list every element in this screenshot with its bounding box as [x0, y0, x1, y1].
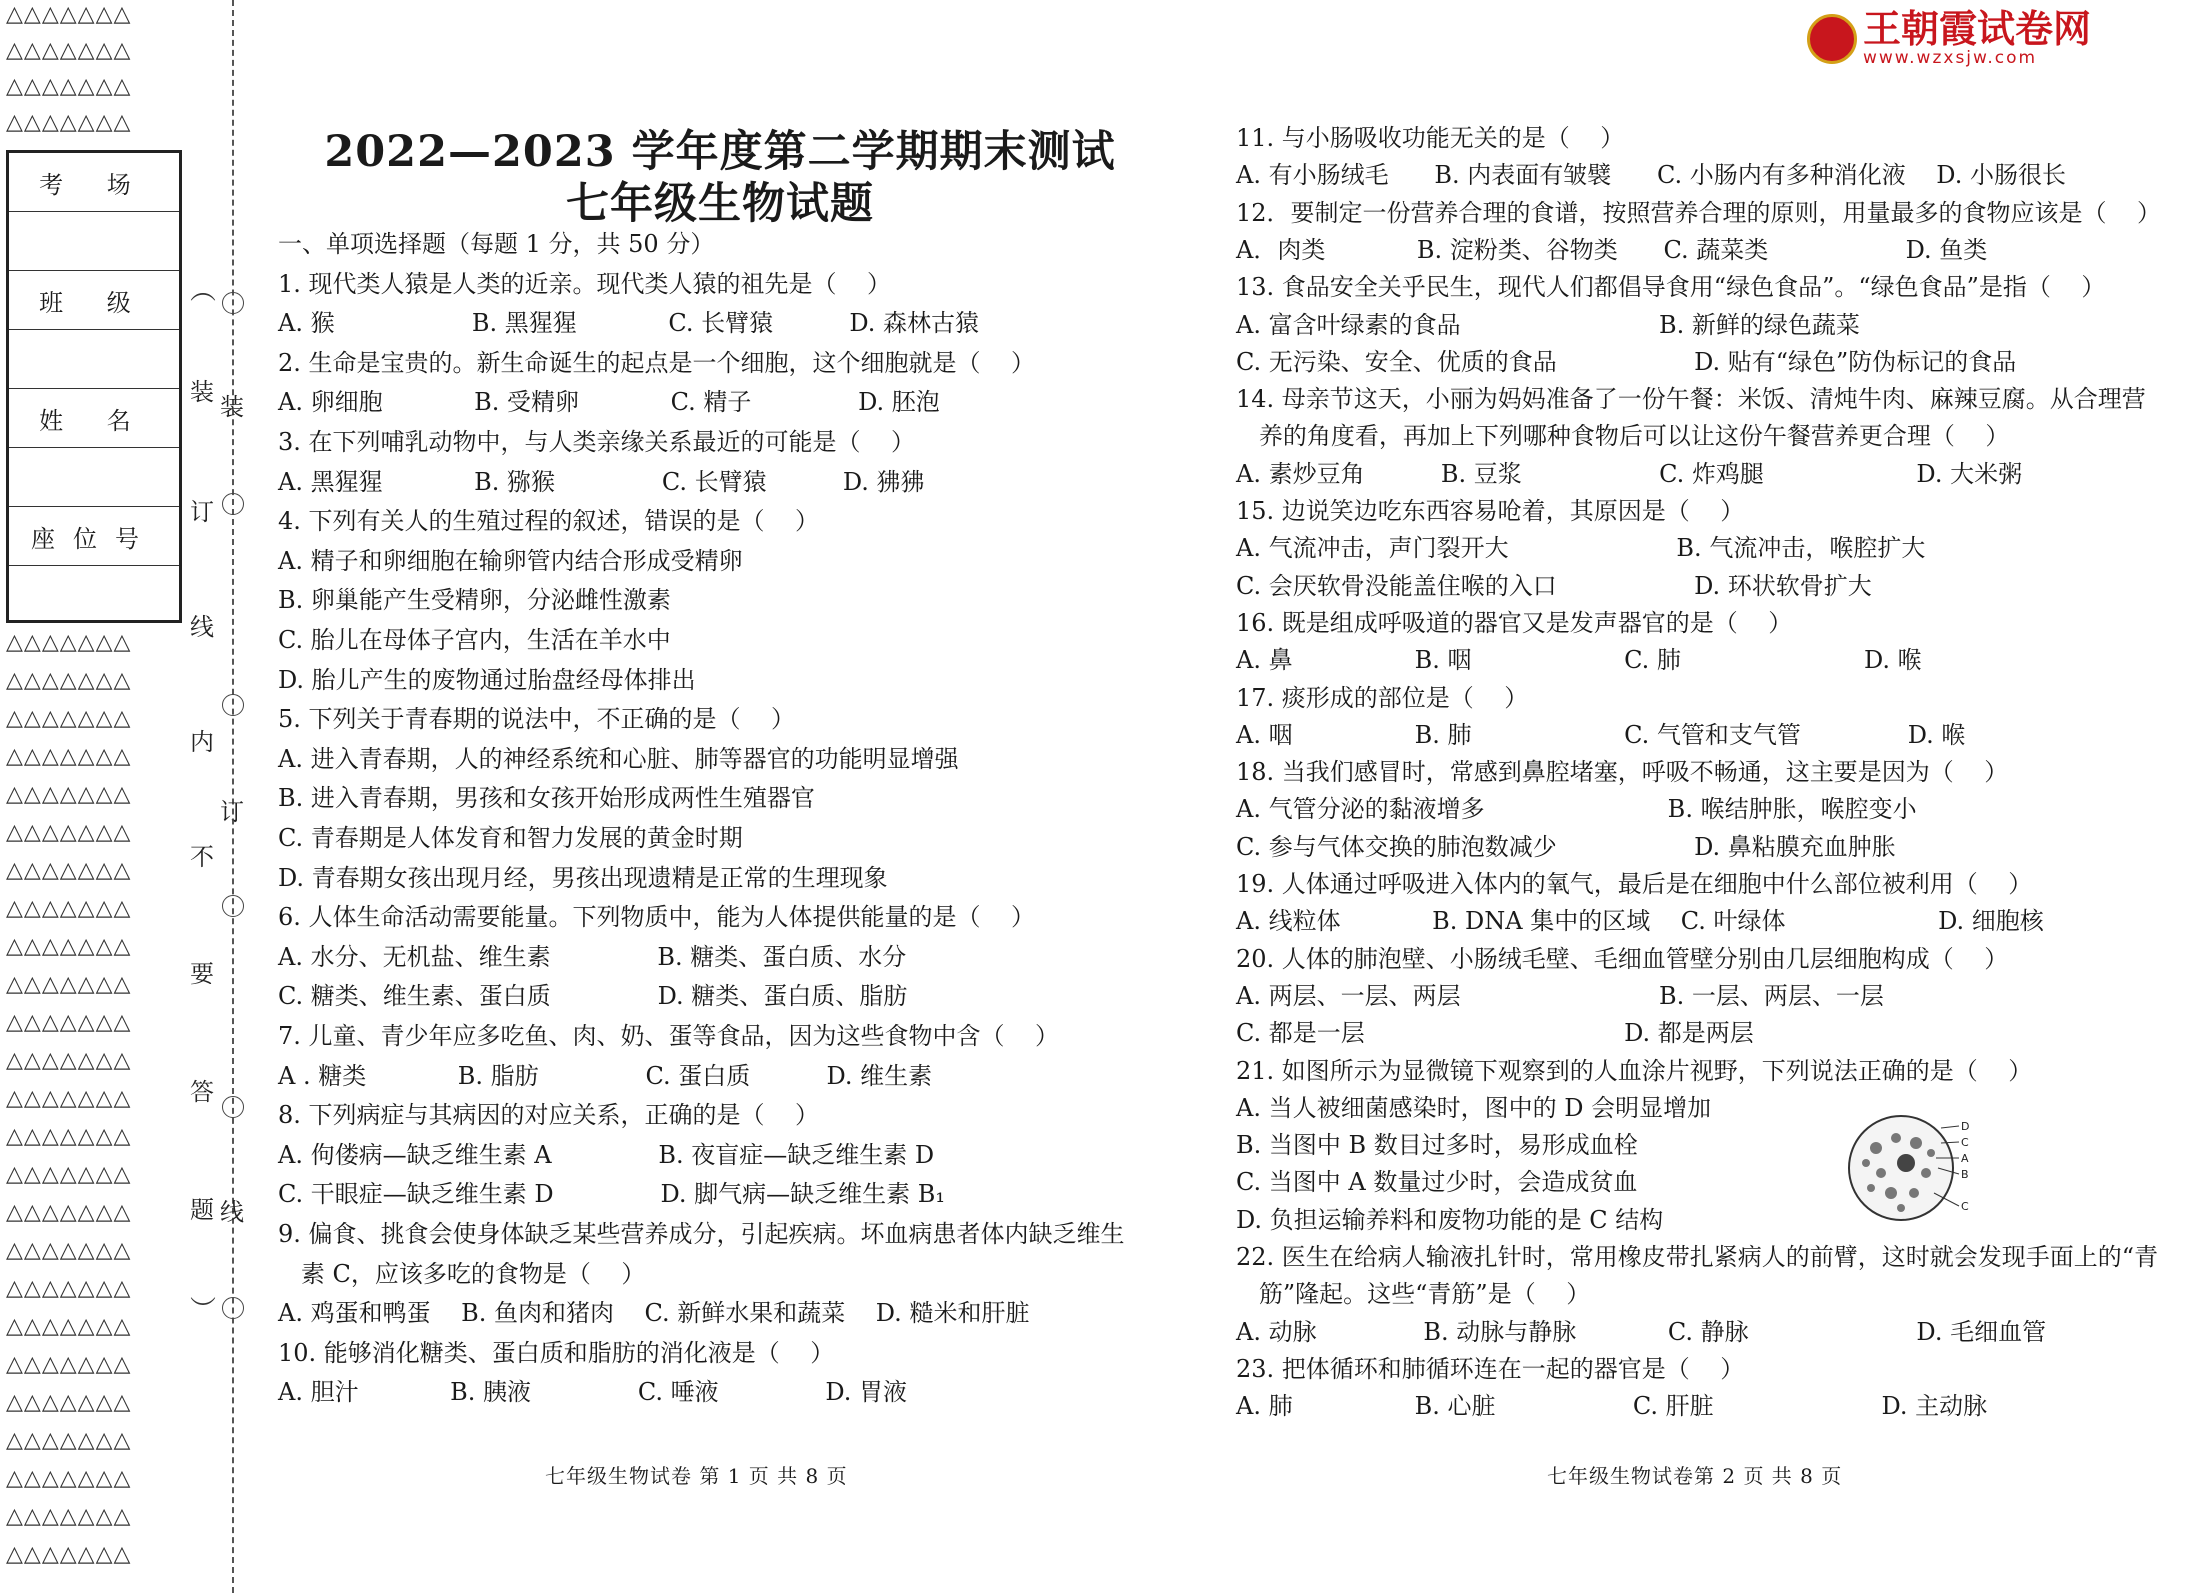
binding-char: 答 — [190, 1078, 214, 1106]
question-line: 4. 下列有关人的生殖过程的叙述，错误的是（ ） — [278, 507, 820, 536]
exam-room-field[interactable] — [9, 212, 179, 271]
triangle-row: △△△△△△△ — [6, 1390, 132, 1415]
triangle-row: △△△△△△△ — [6, 858, 132, 883]
triangle-row: △△△△△△△ — [6, 2, 132, 27]
question-line: A. 胆汁 B. 胰液 C. 唾液 D. 胃液 — [278, 1378, 908, 1407]
class-field[interactable] — [9, 330, 179, 389]
binding-paren: ︶ — [190, 1296, 217, 1326]
blood-smear-figure — [1846, 1108, 1976, 1228]
question-line: C. 青春期是人体发育和智力发展的黄金时期 — [278, 824, 743, 852]
question-line: 养的角度看，再加上下列哪种食物后可以让这份午餐营养更合理（ ） — [1236, 422, 2010, 451]
figure-label: C — [1961, 1200, 1969, 1213]
question-line: 一、单项选择题（每题 1 分，共 50 分） — [278, 230, 715, 258]
binding-char: 装 — [220, 393, 244, 421]
logo-name: 王朝霞试卷网 — [1863, 7, 2092, 51]
question-line: C. 会厌软骨没能盖住喉的入口 D. 环状软骨扩大 — [1236, 571, 1872, 600]
question-line: A. 进入青春期，人的神经系统和心脏、肺等器官的功能明显增强 — [278, 744, 959, 773]
question-line: A. 肺 B. 心脏 C. 肝脏 D. 主动脉 — [1236, 1392, 1988, 1421]
question-line: B. 当图中 B 数目过多时，易形成血栓 — [1236, 1131, 1638, 1160]
triangle-row: △△△△△△△ — [6, 820, 132, 845]
question-line: 22. 医生在给病人输液扎针时，常用橡皮带扎紧病人的前臂，这时就会发现手面上的“青 — [1236, 1243, 2159, 1271]
figure-label: C — [1961, 1136, 1969, 1149]
question-line: 11. 与小肠吸收功能无关的是（ ） — [1236, 124, 1625, 152]
question-line: A. 水分、无机盐、维生素 B. 糖类、蛋白质、水分 — [278, 942, 907, 971]
question-line: 18. 当我们感冒时，常感到鼻腔堵塞，呼吸不畅通，这主要是因为（ ） — [1236, 758, 2009, 787]
question-line: 21. 如图所示为显微镜下观察到的人血涂片视野，下列说法正确的是（ ） — [1236, 1056, 2033, 1085]
page-1-footer: 七年级生物试卷 第 1 页 共 8 页 — [545, 1464, 848, 1488]
triangle-row: △△△△△△△ — [6, 1542, 132, 1567]
question-line: D. 胎儿产生的废物通过胎盘经母体排出 — [278, 665, 696, 694]
triangle-row: △△△△△△△ — [6, 782, 132, 807]
page-2-footer: 七年级生物试卷第 2 页 共 8 页 — [1547, 1464, 1843, 1488]
triangle-row: △△△△△△△ — [6, 744, 132, 769]
binding-char: 不 — [190, 843, 214, 871]
triangle-row: △△△△△△△ — [6, 1086, 132, 1111]
question-line: A. 咽 B. 肺 C. 气管和支气管 D. 喉 — [1236, 720, 1966, 749]
question-line: A. 卵细胞 B. 受精卵 C. 精子 D. 胚泡 — [278, 388, 940, 417]
triangle-row: △△△△△△△ — [6, 668, 132, 693]
triangle-row: △△△△△△△ — [6, 1124, 132, 1149]
triangle-row: △△△△△△△ — [6, 74, 132, 99]
name-field[interactable] — [9, 448, 179, 507]
question-line: C. 胎儿在母体子宫内，生活在羊水中 — [278, 626, 671, 654]
triangle-row: △△△△△△△ — [6, 1466, 132, 1491]
student-info-table — [6, 150, 182, 623]
question-line: A. 鸡蛋和鸭蛋 B. 鱼肉和猪肉 C. 新鲜水果和蔬菜 D. 糙米和肝脏 — [278, 1299, 1030, 1328]
figure-label: D — [1961, 1120, 1970, 1133]
binding-char: 内 — [190, 728, 214, 756]
triangle-row: △△△△△△△ — [6, 934, 132, 959]
question-line: 13. 食品安全关乎民生，现代人们都倡导食用“绿色食品”。“绿色食品”是指（ ） — [1236, 273, 2106, 302]
triangle-row: △△△△△△△ — [6, 1352, 132, 1377]
question-line: A. 气管分泌的黏液增多 B. 喉结肿胀，喉腔变小 — [1236, 795, 1917, 824]
binding-char: 订 — [220, 798, 244, 826]
triangle-row: △△△△△△△ — [6, 110, 132, 135]
question-line: C. 干眼症—缺乏维生素 D D. 脚气病—缺乏维生素 B₁ — [278, 1180, 945, 1209]
question-line: C. 都是一层 D. 都是两层 — [1236, 1019, 1754, 1048]
triangle-row: △△△△△△△ — [6, 1238, 132, 1263]
question-line: A. 猴 B. 黑猩猩 C. 长臂猿 D. 森林古猿 — [278, 309, 980, 338]
question-line: A. 线粒体 B. DNA 集中的区域 C. 叶绿体 D. 细胞核 — [1236, 907, 2044, 936]
question-line: A. 黑猩猩 B. 猕猴 C. 长臂猿 D. 狒狒 — [278, 467, 925, 496]
question-line: A. 动脉 B. 动脉与静脉 C. 静脉 D. 毛细血管 — [1236, 1317, 2047, 1346]
question-line: A. 佝偻病—缺乏维生素 A B. 夜盲症—缺乏维生素 D — [278, 1140, 935, 1169]
triangle-row: △△△△△△△ — [6, 1010, 132, 1035]
name-label: 姓 名 — [9, 389, 179, 448]
question-line: 14. 母亲节这天，小丽为妈妈准备了一份午餐：米饭、清炖牛肉、麻辣豆腐。从合理营 — [1236, 385, 2146, 414]
binding-hole — [222, 895, 244, 917]
binding-hole — [222, 493, 244, 515]
question-line: C. 糖类、维生素、蛋白质 D. 糖类、蛋白质、脂肪 — [278, 982, 908, 1011]
question-line: B. 进入青春期，男孩和女孩开始形成两性生殖器官 — [278, 784, 815, 813]
exam-title: 2022—2023 学年度第二学期期末测试 — [324, 127, 1116, 177]
seat-number-label: 座位号 — [9, 507, 179, 566]
binding-hole — [222, 1096, 244, 1118]
question-line: 7. 儿童、青少年应多吃鱼、肉、奶、蛋等食品，因为这些食物中含（ ） — [278, 1022, 1060, 1050]
binding-char: 线 — [220, 1198, 244, 1226]
logo-url: www.wzxsjw.com — [1863, 48, 2038, 68]
class-label: 班 级 — [9, 271, 179, 330]
question-line: 6. 人体生命活动需要能量。下列物质中，能为人体提供能量的是（ ） — [278, 903, 1036, 932]
question-line: C. 参与气体交换的肺泡数减少 D. 鼻粘膜充血肿胀 — [1236, 832, 1896, 861]
question-line: 2. 生命是宝贵的。新生命诞生的起点是一个细胞，这个细胞就是（ ） — [278, 348, 1036, 377]
triangle-row: △△△△△△△ — [6, 630, 132, 655]
question-line: A. 富含叶绿素的食品 B. 新鲜的绿色蔬菜 — [1236, 310, 1860, 339]
question-line: 12．要制定一份营养合理的食谱，按照营养合理的原则，用量最多的食物应该是（ ） — [1236, 198, 2162, 227]
triangle-row: △△△△△△△ — [6, 1048, 132, 1073]
triangle-row: △△△△△△△ — [6, 972, 132, 997]
question-line: 10. 能够消化糖类、蛋白质和脂肪的消化液是（ ） — [278, 1338, 835, 1367]
seal-icon — [1807, 14, 1857, 64]
triangle-row: △△△△△△△ — [6, 1200, 132, 1225]
question-line: 17. 痰形成的部位是（ ） — [1236, 683, 1529, 712]
question-line: A. 素炒豆角 B. 豆浆 C. 炸鸡腿 D. 大米粥 — [1236, 459, 2023, 488]
binding-hole — [222, 292, 244, 314]
question-line: A．肉类 B. 淀粉类、谷物类 C. 蔬菜类 D. 鱼类 — [1236, 235, 1988, 264]
binding-hole — [222, 694, 244, 716]
question-line: 15. 边说笑边吃东西容易呛着，其原因是（ ） — [1236, 497, 1745, 525]
question-line: A. 精子和卵细胞在输卵管内结合形成受精卵 — [278, 546, 743, 575]
question-line: 1. 现代类人猿是人类的近亲。现代类人猿的祖先是（ ） — [278, 269, 892, 298]
triangle-row: △△△△△△△ — [6, 1314, 132, 1339]
question-line: A. 有小肠绒毛 B. 内表面有皱襞 C. 小肠内有多种消化液 D. 小肠很长 — [1236, 161, 2066, 190]
triangle-row: △△△△△△△ — [6, 1276, 132, 1301]
question-line: 20. 人体的肺泡壁、小肠绒毛壁、毛细血管壁分别由几层细胞构成（ ） — [1236, 944, 2009, 973]
binding-char: 题 — [190, 1196, 214, 1224]
triangle-row: △△△△△△△ — [6, 1504, 132, 1529]
question-line: 素 C，应该多吃的食物是（ ） — [278, 1259, 646, 1288]
binding-char: 订 — [190, 498, 214, 526]
triangle-row: △△△△△△△ — [6, 38, 132, 63]
binding-char: 要 — [190, 960, 214, 988]
question-line: A. 当人被细菌感染时，图中的 D 会明显增加 — [1236, 1093, 1712, 1122]
triangle-row: △△△△△△△ — [6, 1428, 132, 1453]
figure-label: B — [1961, 1168, 1969, 1181]
question-line: A . 糖类 B. 脂肪 C. 蛋白质 D. 维生素 — [278, 1061, 933, 1090]
question-line: D. 青春期女孩出现月经，男孩出现遗精是正常的生理现象 — [278, 863, 888, 892]
binding-hole — [222, 1297, 244, 1319]
question-line: 3. 在下列哺乳动物中，与人类亲缘关系最近的可能是（ ） — [278, 428, 916, 456]
question-line: 5. 下列关于青春期的说法中，不正确的是（ ） — [278, 705, 796, 734]
question-line: C. 无污染、安全、优质的食品 D. 贴有“绿色”防伪标记的食品 — [1236, 347, 2017, 376]
question-line: 16. 既是组成呼吸道的器官又是发声器官的是（ ） — [1236, 608, 1793, 637]
binding-paren: ︵ — [190, 276, 217, 306]
question-line: A. 鼻 B. 咽 C. 肺 D. 喉 — [1236, 646, 1922, 675]
site-logo — [1807, 7, 2092, 68]
binding-char: 线 — [190, 613, 214, 641]
question-line: B. 卵巢能产生受精卵，分泌雌性激素 — [278, 586, 671, 615]
binding-char: 装 — [190, 378, 214, 406]
question-line: A. 气流冲击，声门裂开大 B. 气流冲击，喉腔扩大 — [1236, 534, 1926, 563]
triangle-row: △△△△△△△ — [6, 706, 132, 731]
question-line: 8. 下列病症与其病因的对应关系，正确的是（ ） — [278, 1101, 820, 1130]
binding-line — [232, 0, 234, 1593]
exam-room-label: 考 场 — [9, 153, 179, 212]
seat-number-field[interactable] — [9, 566, 179, 625]
figure-label: A — [1961, 1152, 1969, 1165]
exam-subtitle: 七年级生物试题 — [566, 179, 874, 229]
question-line: 9. 偏食、挑食会使身体缺乏某些营养成分，引起疾病。坏血病患者体内缺乏维生 — [278, 1220, 1125, 1248]
question-line: 23. 把体循环和肺循环连在一起的器官是（ ） — [1236, 1354, 1745, 1383]
triangle-row: △△△△△△△ — [6, 1162, 132, 1187]
question-line: 筋”隆起。这些“青筋”是（ ） — [1236, 1280, 1591, 1309]
question-line: 19. 人体通过呼吸进入体内的氧气，最后是在细胞中什么部位被利用（ ） — [1236, 870, 2033, 898]
question-line: D. 负担运输养料和废物功能的是 C 结构 — [1236, 1205, 1664, 1234]
triangle-row: △△△△△△△ — [6, 896, 132, 921]
question-line: C. 当图中 A 数量过少时，会造成贫血 — [1236, 1168, 1638, 1197]
question-line: A. 两层、一层、两层 B. 一层、两层、一层 — [1236, 981, 1884, 1010]
